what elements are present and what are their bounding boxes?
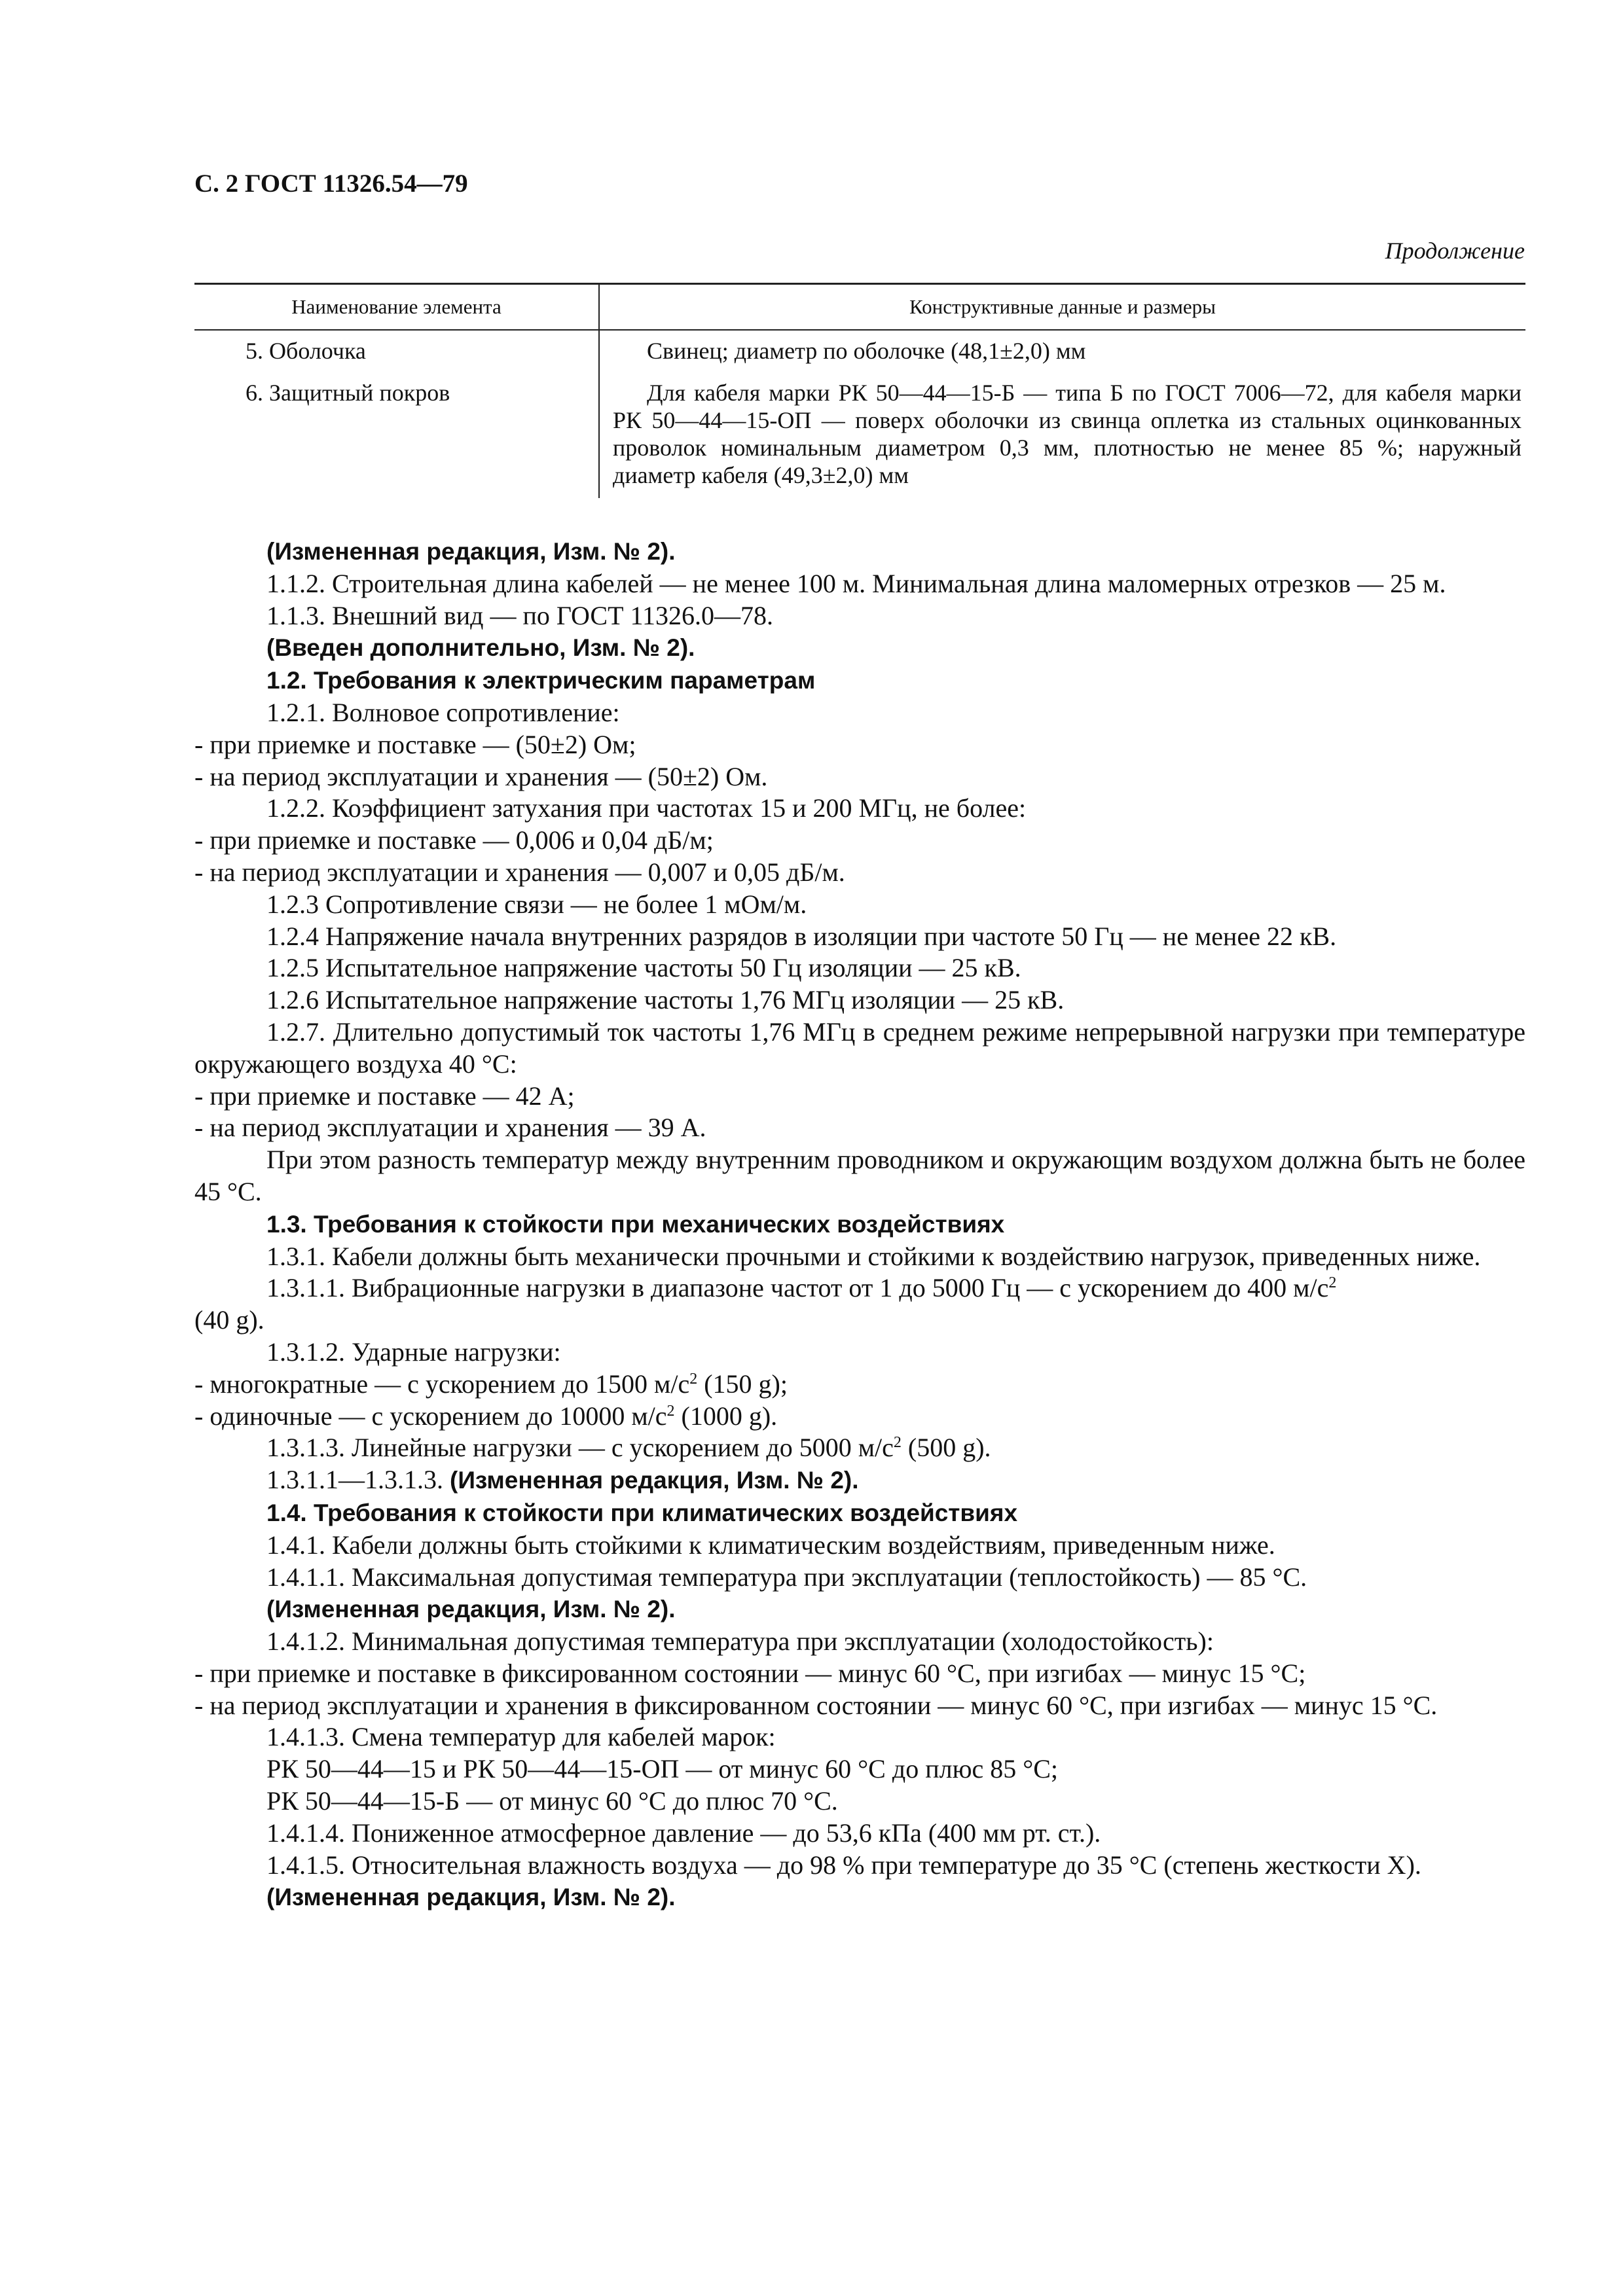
table-header-row [194, 284, 1525, 331]
amendment-note: (Измененная редакция, Изм. № 2). [450, 1467, 859, 1494]
paragraph [194, 1272, 1525, 1304]
paragraph: 1.4.1. Кабели должны быть стойкими к климатическим воздействиям, приведенным ниже. [266, 1530, 1275, 1560]
paragraph-text: (150 g); [697, 1369, 788, 1399]
list-item: - на период эксплуатации и хранения — 0,007 и 0,05 дБ/м. [194, 857, 845, 887]
superscript: 2 [1328, 1274, 1337, 1292]
section-heading-text: 1.4. Требования к стойкости при климатических воздействиях [266, 1499, 1018, 1526]
table-row [194, 330, 1525, 379]
paragraph: 1.3.1.2. Ударные нагрузки: [266, 1336, 561, 1367]
paragraph: 1.4.1.4. Пониженное атмосферное давление — до 53,6 кПа (400 мм рт. ст.). [266, 1818, 1101, 1848]
paragraph: 1.2.4 Напряжение начала внутренних разрядов в изоляции при частоте 50 Гц — не менее 22 кВ. [266, 921, 1337, 951]
paragraph: 1.2.2. Коэффициент затухания при частотах 15 и 200 МГц, не более: [266, 793, 1027, 823]
continuation-label: Продолжение [1385, 238, 1525, 264]
paragraph: 1.1.3. Внешний вид — по ГОСТ 11326.0—78. [266, 600, 774, 630]
paragraph [194, 1432, 1525, 1464]
paragraph: РК 50—44—15-Б — от минус 60 °С до плюс 70 °С. [266, 1786, 838, 1816]
paragraph-text: (500 g). [901, 1433, 991, 1463]
paragraph-text: 1.3.1.1. Вибрационные нагрузки в диапазоне частот от 1 до 5000 Гц — с ускорением до 400 м/с [266, 1273, 1329, 1303]
list-item: - при приемке и поставке в фиксированном состоянии — минус 60 °С, при изгибах — минус 15 °С; [194, 1658, 1306, 1688]
paragraph: 1.2.3 Сопротивление связи — не более 1 мОм/м. [266, 889, 807, 919]
list-item: - при приемке и поставке — 42 А; [194, 1081, 575, 1111]
paragraph: При этом разность температур между внутренним проводником и окружающим воздухом должна быть не более 45 °С. [194, 1145, 1525, 1206]
section-heading-text: 1.2. Требования к электрическим параметрам [266, 667, 816, 694]
list-item: - на период эксплуатации и хранения — (50±2) Ом. [194, 761, 768, 791]
paragraph: 1.2.7. Длительно допустимый ток частоты 1,76 МГц в среднем режиме непрерывной нагрузки при температуре окружающего воздуха 40 °С: [194, 1016, 1525, 1079]
paragraph-text: - одиночные — с ускорением до 10000 м/с [194, 1401, 667, 1431]
paragraph-text: - многократные — с ускорением до 1500 м/с [194, 1369, 690, 1399]
paragraph-text: 1.3.1.3. Линейные нагрузки — с ускорением до 5000 м/с [266, 1433, 894, 1463]
amendment-note: (Измененная редакция, Изм. № 2). [266, 538, 676, 565]
paragraph: 1.4.1.2. Минимальная допустимая температура при эксплуатации (холодостойкость): [266, 1626, 1214, 1657]
section-heading [194, 1208, 1525, 1241]
paragraph [194, 1464, 1525, 1497]
list-item: - при приемке и поставке — (50±2) Ом; [194, 729, 636, 759]
paragraph [194, 632, 1525, 664]
paragraph-text: (1000 g). [674, 1401, 778, 1431]
superscript: 2 [666, 1402, 675, 1420]
paragraph: 1.3.1. Кабели должны быть механически прочными и стойкими к воздействию нагрузок, приведенных ниже. [266, 1241, 1481, 1271]
superscript: 2 [893, 1434, 902, 1452]
table-header-cell: Наименование элемента [194, 284, 599, 331]
body-text [194, 535, 1525, 1914]
list-item: - на период эксплуатации и хранения — 39 А. [194, 1113, 706, 1143]
paragraph [194, 1593, 1525, 1626]
section-heading-text: 1.3. Требования к стойкости при механических воздействиях [266, 1210, 1005, 1238]
paragraph: 1.1.2. Строительная длина кабелей — не менее 100 м. Минимальная длина маломерных отрезков — 25 м. [266, 568, 1446, 598]
paragraph: 1.4.1.3. Смена температур для кабелей марок: [266, 1722, 776, 1752]
amendment-note: (Измененная редакция, Изм. № 2). [266, 1596, 676, 1623]
paragraph: 1.2.5 Испытательное напряжение частоты 50 Гц изоляции — 25 кВ. [266, 953, 1021, 983]
amendment-note: (Измененная редакция, Изм. № 2). [266, 1884, 676, 1911]
paragraph: 1.2.1. Волновое сопротивление: [266, 697, 620, 727]
table-cell-name: 5. Оболочка [194, 330, 599, 379]
list-item [194, 1369, 1525, 1401]
paragraph [194, 1881, 1525, 1914]
page-header: С. 2 ГОСТ 11326.54—79 [194, 170, 468, 198]
paragraph: 1.4.1.1. Максимальная допустимая температура при эксплуатации (теплостойкость) — 85 °С. [266, 1562, 1307, 1592]
spec-table [194, 283, 1525, 498]
list-item [194, 1401, 1525, 1433]
paragraph: РК 50—44—15 и РК 50—44—15-ОП — от минус 60 °С до плюс 85 °С; [266, 1754, 1059, 1784]
paragraph: (40 g). [194, 1305, 264, 1335]
table-cell-value: Для кабеля марки РК 50—44—15-Б — типа Б по ГОСТ 7006—72, для кабеля марки РК 50—44—15-ОП — поверх оболочки из свинца оплетка из стальных оцинкованных проволок номинальным диаметром 0,3 мм, плотностью не менее 85 %; наружный диаметр кабеля (49,3±2,0) мм [613, 380, 1522, 488]
table-row [194, 379, 1525, 498]
paragraph: 1.2.6 Испытательное напряжение частоты 1,76 МГц изоляции — 25 кВ. [266, 985, 1065, 1015]
superscript: 2 [689, 1370, 698, 1388]
list-item: - на период эксплуатации и хранения в фиксированном состоянии — минус 60 °С, при изгибах — минус 15 °С. [194, 1690, 1438, 1720]
table-cell-name: 6. Защитный покров [194, 379, 599, 498]
paragraph [194, 535, 1525, 568]
table-cell-value: Свинец; диаметр по оболочке (48,1±2,0) мм [647, 338, 1086, 364]
section-heading [194, 1497, 1525, 1530]
paragraph: 1.4.1.5. Относительная влажность воздуха — до 98 % при температуре до 35 °С (степень жесткости X). [266, 1850, 1421, 1880]
table-header-cell: Конструктивные данные и размеры [599, 284, 1525, 331]
amendment-note: (Введен дополнительно, Изм. № 2). [266, 634, 695, 662]
list-item: - при приемке и поставке — 0,006 и 0,04 дБ/м; [194, 825, 714, 855]
paragraph-text: 1.3.1.1—1.3.1.3. [266, 1465, 450, 1495]
section-heading [194, 664, 1525, 697]
